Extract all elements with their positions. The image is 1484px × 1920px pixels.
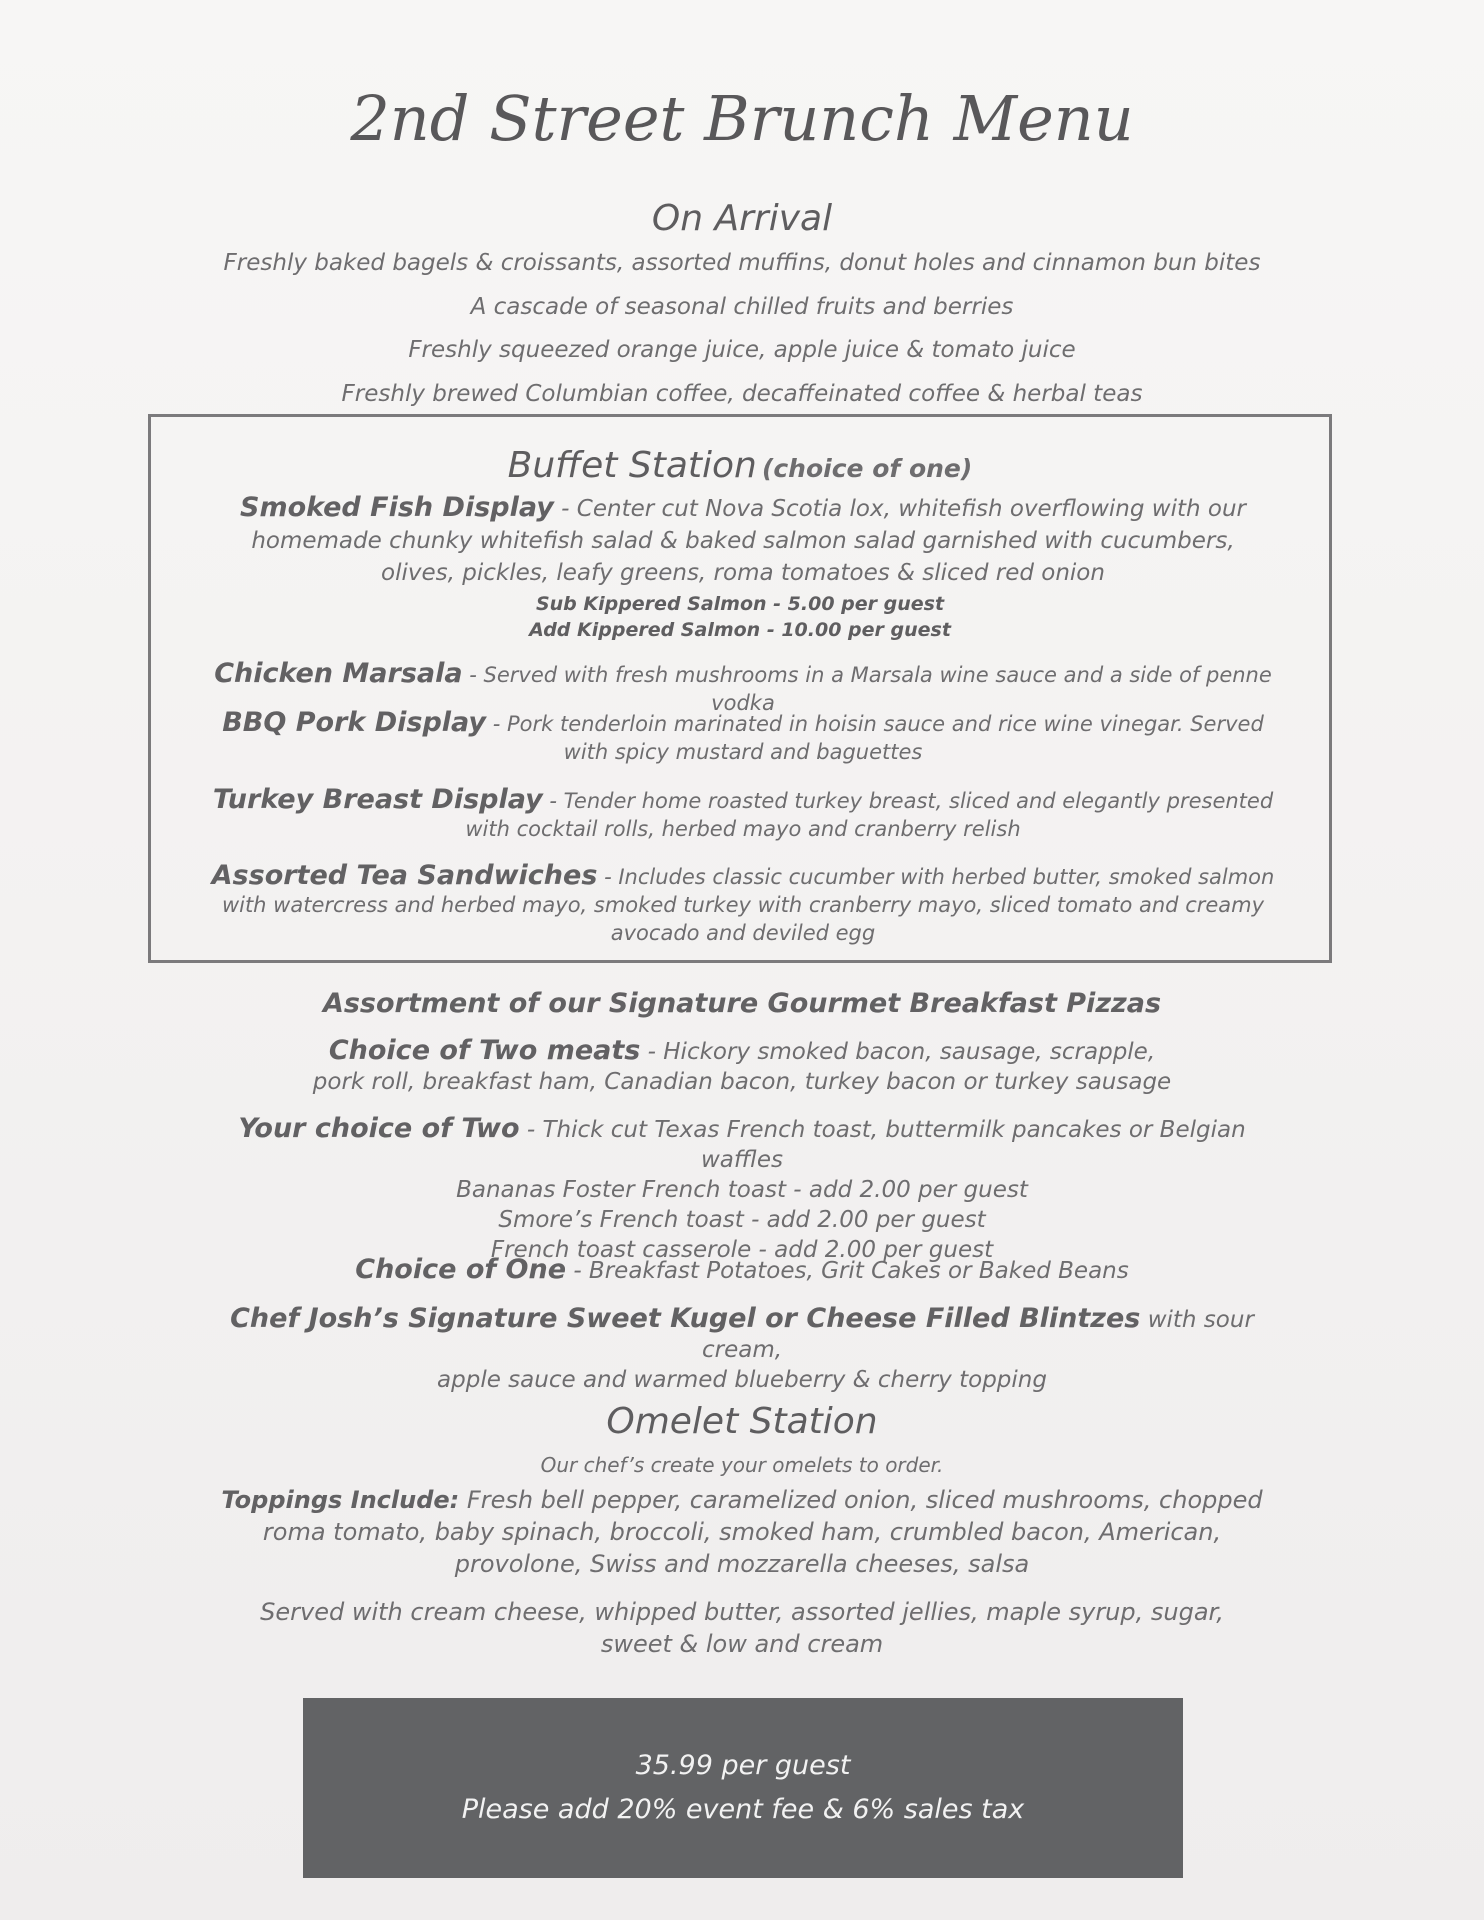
buffet-heading-row	[151, 443, 1329, 495]
on-arrival-line: Freshly baked bagels & croissants, assorted muffins, donut holes and cinnamon bun bites	[223, 250, 1261, 276]
item-name: Smoked Fish Display	[240, 492, 554, 523]
item-description: with sour cream,	[701, 1307, 1254, 1363]
pizzas-heading: Assortment of our Signature Gourmet Breakfast Pizzas	[322, 988, 1162, 1019]
price-per-guest: 35.99 per guest	[635, 1750, 851, 1781]
item-name: BBQ Pork Display	[222, 707, 487, 738]
on-arrival-section	[0, 196, 1484, 416]
fees-note: Please add 20% event fee & 6% sales tax	[461, 1794, 1025, 1825]
served-with-line: sweet & low and cream	[600, 1630, 884, 1658]
item-description: apple sauce and warmed blueberry & cherry topping	[437, 1367, 1047, 1393]
buffet-heading: Buffet Station	[507, 445, 757, 486]
item-description: - Thick cut Texas French toast, buttermilk pancakes or Belgian waffles	[519, 1117, 1246, 1173]
item-name: Your choice of Two	[238, 1113, 520, 1144]
buffet-item-tea-sandwiches	[211, 860, 1275, 947]
toppings-label: Toppings Include:	[221, 1486, 460, 1514]
item-name: Choice of Two meats	[328, 1035, 641, 1066]
toppings-list: Fresh bell pepper, caramelized onion, sliced mushrooms, chopped roma tomato, baby spinach, broccoli, smoked ham, crumbled bacon, American, provolone, Swiss and mozzarella cheeses, salsa	[262, 1486, 1263, 1578]
french-toast-extra: Smore’s French toast - add 2.00 per guest	[498, 1207, 986, 1233]
on-arrival-line: Freshly squeezed orange juice, apple juice & tomato juice	[408, 337, 1076, 363]
buffet-subheading: (choice of one)	[761, 454, 973, 483]
price-box	[303, 1698, 1183, 1878]
item-description: - Includes classic cucumber with herbed butter, smoked salmon with watercress and herbed mayo, smoked turkey with cranberry mayo, sliced tomato and creamy avocado and deviled egg	[221, 865, 1275, 945]
buffet-station-box	[148, 414, 1332, 963]
item-name: Turkey Breast Display	[212, 784, 543, 815]
item-description: - Hickory smoked bacon, sausage, scrapple,	[640, 1039, 1156, 1065]
kugel-blintzes	[200, 1304, 1284, 1395]
item-description: - Served with fresh mushrooms in a Marsala wine sauce and a side of penne vodka	[462, 663, 1272, 715]
item-description: pork roll, breakfast ham, Canadian bacon, turkey bacon or turkey sausage	[312, 1069, 1172, 1095]
kippered-salmon-options	[151, 591, 1329, 643]
served-with-line: Served with cream cheese, whipped butter, assorted jellies, maple syrup, sugar,	[260, 1598, 1224, 1626]
pizzas-section	[0, 984, 1484, 1024]
omelet-heading: Omelet Station	[606, 1401, 878, 1442]
item-description: - Tender home roasted turkey breast, sliced and elegantly presented with cocktail rolls, herbed mayo and cranberry relish	[465, 789, 1274, 841]
item-name: Chef Josh’s Signature Sweet Kugel or Cheese Filled Blintzes	[230, 1303, 1141, 1334]
served-with	[200, 1596, 1284, 1660]
on-arrival-line: Freshly brewed Columbian coffee, decaffeinated coffee & herbal teas	[341, 380, 1143, 407]
item-description: - Pork tenderloin marinated in hoisin sauce and rice wine vinegar. Served with spicy mustard and baguettes	[486, 712, 1264, 764]
kippered-option: Add Kippered Salmon - 10.00 per guest	[529, 619, 951, 641]
choice-of-two-meats	[200, 1036, 1284, 1097]
buffet-item-turkey-breast	[211, 784, 1275, 843]
item-name: Assorted Tea Sandwiches	[211, 860, 598, 891]
item-description: - Center cut Nova Scotia lox, whitefish overflowing with our homemade chunky whitefish salad & baked salmon salad garnished with cucumbers, olives, pickles, leafy greens, roma tomatoes & sliced red onion	[251, 496, 1246, 586]
item-name: Chicken Marsala	[214, 658, 463, 689]
omelet-section	[0, 1396, 1484, 1482]
on-arrival-line: A cascade of seasonal chilled fruits and berries	[470, 293, 1014, 320]
choice-of-one	[200, 1255, 1284, 1286]
your-choice-of-two	[200, 1114, 1284, 1265]
buffet-item-smoked-fish	[211, 493, 1275, 590]
item-description: - Breakfast Potatoes, Grit Cakes or Baked Beans	[566, 1258, 1129, 1284]
omelet-intro: Our chef’s create your omelets to order.	[540, 1453, 944, 1477]
french-toast-extra: Bananas Foster French toast - add 2.00 per guest	[456, 1177, 1028, 1203]
french-toast-extra: French toast casserole - add 2.00 per guest	[490, 1237, 994, 1263]
kippered-option: Sub Kippered Salmon - 5.00 per guest	[535, 593, 945, 615]
buffet-item-bbq-pork	[211, 707, 1275, 766]
omelet-toppings	[200, 1484, 1284, 1580]
on-arrival-heading: On Arrival	[651, 198, 833, 239]
item-name: Choice of One	[355, 1254, 567, 1285]
menu-title: 2nd Street Brunch Menu	[350, 82, 1134, 155]
